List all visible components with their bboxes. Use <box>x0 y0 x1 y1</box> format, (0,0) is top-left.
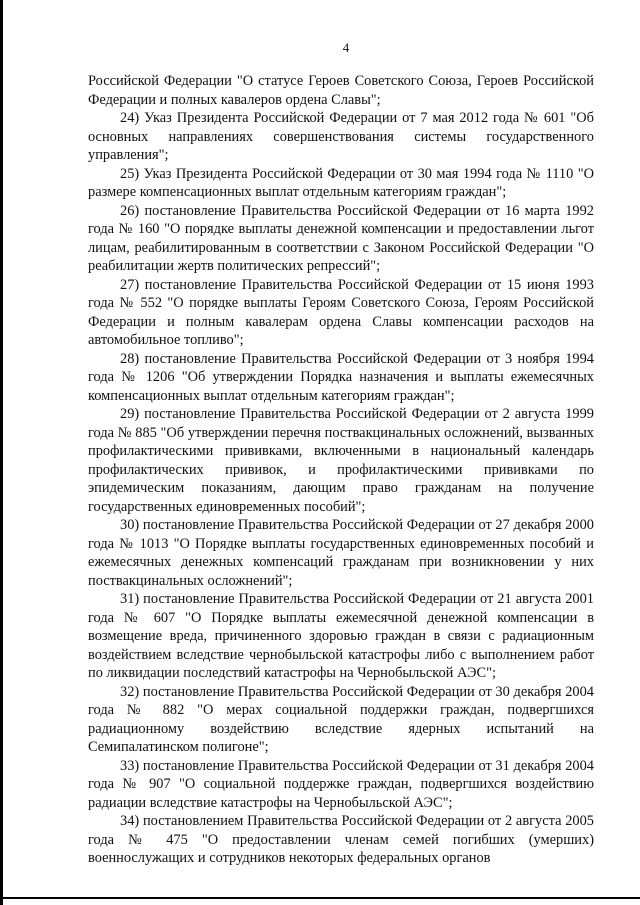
list-item-32: 32) постановление Правительства Российской Федерации от 30 декабря 2004 года № 882 "О мерах социальной поддержки граждан, подвергшихся радиационному воздействию вследствие ядерных испытаний на Семипалатинском полигоне"; <box>88 683 594 755</box>
list-item-27: 27) постановление Правительства Российской Федерации от 15 июня 1993 года № 552 "О порядке выплаты Героям Советского Союза, Героям Российской Федерации и полным кавалерам ордена Славы компенсации расходов на автомобильное топливо"; <box>88 276 594 348</box>
list-item-29: 29) постановление Правительства Российской Федерации от 2 августа 1999 года № 885 "Об утверждении перечня поствакцинальных осложнений, вызванных профилактическими прививками, включенными в национальный календарь профилактических прививок, и профилактическими прививками по эпидемическим показаниям, дающим право гражданам на получение государственных единовременных пособий"; <box>88 406 594 515</box>
list-item-25: 25) Указ Президента Российской Федерации от 30 мая 1994 года № 1110 "О размере компенсационных выплат отдельным категориям граждан"; <box>88 165 594 200</box>
list-item-28: 28) постановление Правительства Российской Федерации от 3 ноября 1994 года № 1206 "Об утверждении Порядка назначения и выплаты ежемесячных компенсационных выплат отдельным категориям граждан"; <box>88 350 594 404</box>
document-body <box>88 72 594 868</box>
list-item-26: 26) постановление Правительства Российской Федерации от 16 марта 1992 года № 160 "О порядке выплаты денежной компенсации и предоставлении льгот лицам, реабилитированным в соответствии с Законом Российской Федерации "О реабилитации жертв политических репрессий"; <box>88 202 594 274</box>
scan-bottom-edge <box>0 897 640 899</box>
list-item-24: 24) Указ Президента Российской Федерации от 7 мая 2012 года № 601 "Об основных направлениях совершенствования системы государственного управления"; <box>88 110 594 163</box>
paragraph-continuation: Российской Федерации "О статусе Героев Советского Союза, Героев Российской Федерации и полных кавалеров ордена Славы"; <box>88 73 594 108</box>
list-item-34: 34) постановлением Правительства Российской Федерации от 2 августа 2005 года № 475 "О предоставлении членам семей погибших (умерших) военнослужащих и сотрудников некоторых федеральных органов <box>88 813 594 866</box>
page-number: 4 <box>342 40 350 55</box>
scan-left-edge <box>0 0 3 905</box>
list-item-31: 31) постановление Правительства Российской Федерации от 21 августа 2001 года № 607 "О Порядке выплаты ежемесячной денежной компенсации в возмещение вреда, причиненного здоровью граждан в связи с радиационным воздействием вследствие чернобыльской катастрофы либо с выполнением работ по ликвидации последствий катастрофы на Чернобыльской АЭС"; <box>88 591 594 681</box>
list-item-30: 30) постановление Правительства Российской Федерации от 27 декабря 2000 года № 1013 "О Порядке выплаты государственных единовременных пособий и ежемесячных денежных компенсаций гражданам при возникновении у них поствакцинальных осложнений"; <box>88 517 594 589</box>
list-item-33: 33) постановление Правительства Российской Федерации от 31 декабря 2004 года № 907 "О социальной поддержке граждан, подвергшихся воздействию радиации вследствие катастрофы на Чернобыльской АЭС"; <box>88 757 594 811</box>
